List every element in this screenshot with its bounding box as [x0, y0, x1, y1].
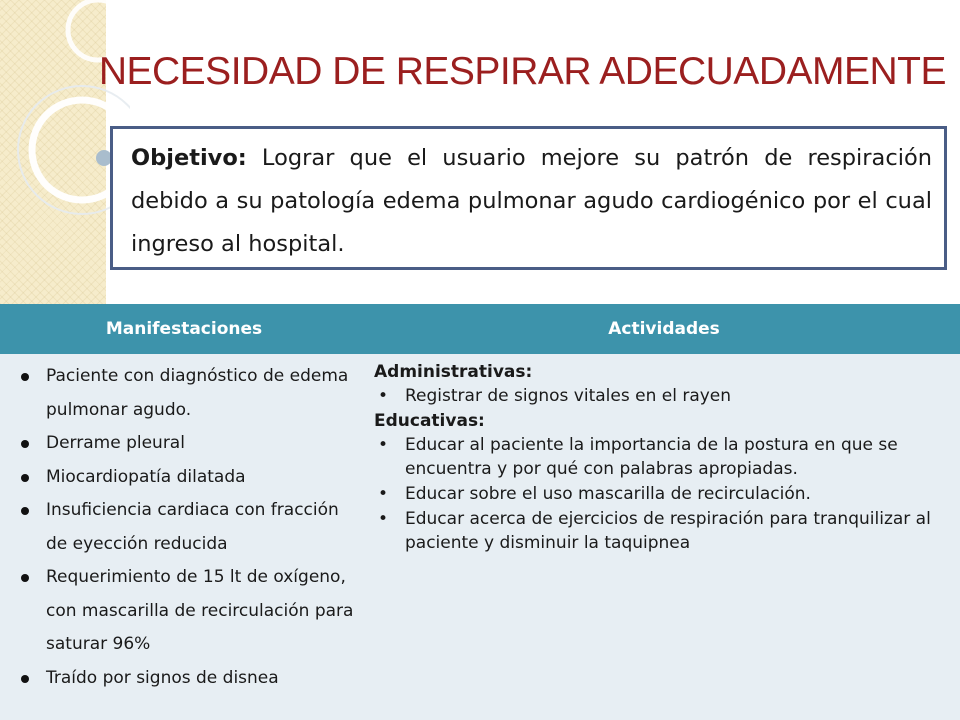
list-item: Requerimiento de 15 lt de oxígeno, con mascarilla de recirculación para saturar 96% [16, 561, 360, 662]
table-header-row [0, 304, 960, 354]
slide-title: NECESIDAD DE RESPIRAR ADECUADAMENTE [98, 50, 946, 93]
header-manifestaciones: Manifestaciones [105, 319, 263, 339]
list-item: Derrame pleural [16, 427, 360, 461]
list-item: • Educar sobre el uso mascarilla de recirculación. [374, 482, 940, 506]
list-item: • Registrar de signos vitales en el rayen [374, 384, 940, 408]
list-item: • Educar acerca de ejercicios de respiración para tranquilizar al paciente y disminuir la taquipnea [374, 507, 940, 555]
objective-label: Objetivo: [131, 145, 247, 171]
list-item: Miocardiopatía dilatada [16, 461, 360, 495]
manifestaciones-list [16, 360, 360, 695]
actividades-list [374, 360, 940, 556]
plan-table [0, 304, 960, 720]
section-heading-educativas: Educativas: [374, 411, 485, 431]
list-item: Paciente con diagnóstico de edema pulmonar agudo. [16, 360, 360, 427]
list-item: • Educar al paciente la importancia de la postura en que se encuentra y por qué con palabras apropiadas. [374, 433, 940, 481]
list-item: Traído por signos de disnea [16, 662, 360, 696]
header-actividades: Actividades [608, 319, 720, 339]
objective-box [110, 126, 947, 270]
list-item: Insuficiencia cardiaca con fracción de eyección reducida [16, 494, 360, 561]
objective-text: Lograr que el usuario mejore su patrón de respiración debido a su patología edema pulmonar agudo cardiogénico por el cual ingreso al hospital. [131, 145, 932, 257]
section-heading-administrativas: Administrativas: [374, 362, 533, 382]
